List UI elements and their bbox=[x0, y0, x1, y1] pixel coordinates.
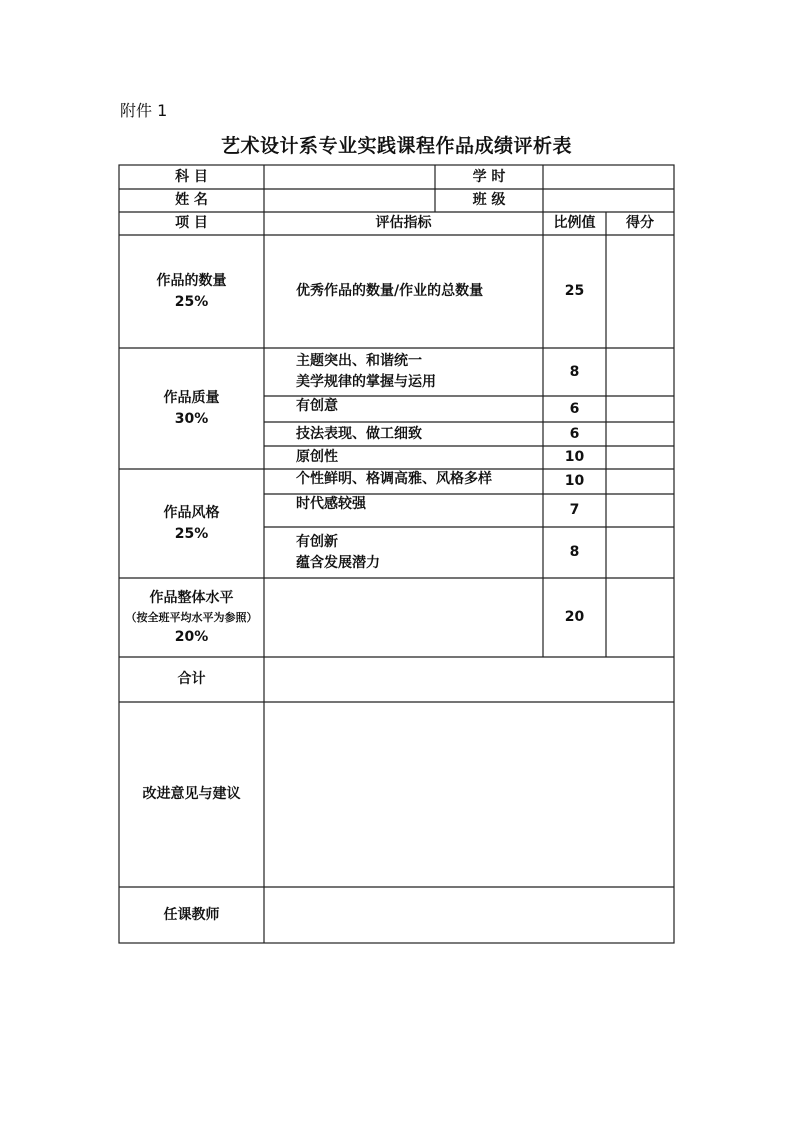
section-weight: 20% bbox=[174, 628, 209, 645]
hours-field[interactable] bbox=[543, 165, 674, 189]
attachment-label: 附件 1 bbox=[120, 101, 168, 120]
hours-label: 学 时 bbox=[472, 168, 506, 185]
ratio-cell: 6 bbox=[569, 425, 580, 442]
subject-label: 科 目 bbox=[175, 168, 208, 185]
section-note: （按全班平均水平为参照） bbox=[125, 610, 258, 624]
section-label: 作品风格 bbox=[163, 504, 220, 521]
item-header: 项 目 bbox=[175, 215, 208, 231]
score-cell[interactable] bbox=[606, 494, 674, 527]
section-weight: 30% bbox=[174, 410, 209, 427]
indicator-cell bbox=[264, 469, 543, 494]
indicator-cell bbox=[264, 446, 543, 469]
indicator-text: 蕴含发展潜力 bbox=[296, 554, 380, 571]
class-label: 班 级 bbox=[472, 192, 506, 208]
indicator-text: 技法表现、做工细致 bbox=[296, 425, 422, 442]
subject-field[interactable] bbox=[264, 165, 435, 189]
section-label: 作品质量 bbox=[163, 389, 220, 406]
score-cell[interactable] bbox=[606, 348, 674, 396]
ratio-cell: 25 bbox=[564, 283, 585, 299]
ratio-cell: 10 bbox=[564, 473, 585, 489]
ratio-cell: 6 bbox=[569, 400, 580, 417]
section-label: 作品的数量 bbox=[156, 272, 227, 289]
indicator-cell[interactable] bbox=[264, 578, 543, 657]
indicator-text: 优秀作品的数量/作业的总数量 bbox=[296, 283, 484, 299]
score-cell[interactable] bbox=[606, 235, 674, 348]
section-overall bbox=[119, 578, 264, 657]
ratio-cell: 20 bbox=[564, 609, 585, 625]
indicator-header: 评估指标 bbox=[375, 215, 432, 231]
score-cell[interactable] bbox=[606, 469, 674, 494]
indicator-cell bbox=[264, 348, 543, 396]
total-field[interactable] bbox=[264, 657, 674, 702]
ratio-cell: 8 bbox=[569, 544, 580, 560]
indicator-text: 原创性 bbox=[296, 449, 338, 465]
score-cell[interactable] bbox=[606, 422, 674, 446]
class-field[interactable] bbox=[543, 189, 674, 212]
total-label: 合计 bbox=[177, 671, 206, 687]
indicator-text: 个性鲜明、格调高雅、风格多样 bbox=[296, 471, 492, 487]
indicator-cell bbox=[264, 422, 543, 446]
indicator-text: 有创意 bbox=[296, 398, 338, 414]
score-cell[interactable] bbox=[606, 578, 674, 657]
teacher-field[interactable] bbox=[264, 887, 674, 943]
score-header: 得分 bbox=[626, 215, 654, 231]
ratio-cell: 10 bbox=[564, 449, 585, 465]
indicator-cell bbox=[264, 527, 543, 578]
indicator-cell bbox=[264, 235, 543, 348]
indicator-text: 有创新 bbox=[296, 533, 338, 550]
indicator-text: 时代感较强 bbox=[296, 496, 366, 512]
indicator-cell bbox=[264, 396, 543, 422]
score-cell[interactable] bbox=[606, 446, 674, 469]
name-field[interactable] bbox=[264, 189, 435, 212]
form-title: 艺术设计系专业实践课程作品成绩评析表 bbox=[220, 135, 572, 157]
teacher-label: 任课教师 bbox=[163, 906, 220, 923]
ratio-cell: 8 bbox=[569, 363, 580, 380]
indicator-text: 美学规律的掌握与运用 bbox=[296, 374, 436, 390]
score-cell[interactable] bbox=[606, 396, 674, 422]
ratio-cell: 7 bbox=[569, 502, 580, 518]
indicator-cell bbox=[264, 494, 543, 527]
indicator-text: 主题突出、和谐统一 bbox=[296, 353, 422, 369]
name-label: 姓 名 bbox=[175, 192, 208, 208]
ratio-header: 比例值 bbox=[553, 215, 596, 231]
score-cell[interactable] bbox=[606, 527, 674, 578]
section-style bbox=[119, 469, 264, 578]
suggestions-label: 改进意见与建议 bbox=[142, 786, 241, 802]
section-weight: 25% bbox=[174, 525, 209, 542]
section-weight: 25% bbox=[174, 293, 209, 310]
section-quantity bbox=[119, 235, 264, 348]
section-label: 作品整体水平 bbox=[149, 589, 234, 606]
section-quality bbox=[119, 348, 264, 469]
suggestions-field[interactable] bbox=[264, 702, 674, 887]
